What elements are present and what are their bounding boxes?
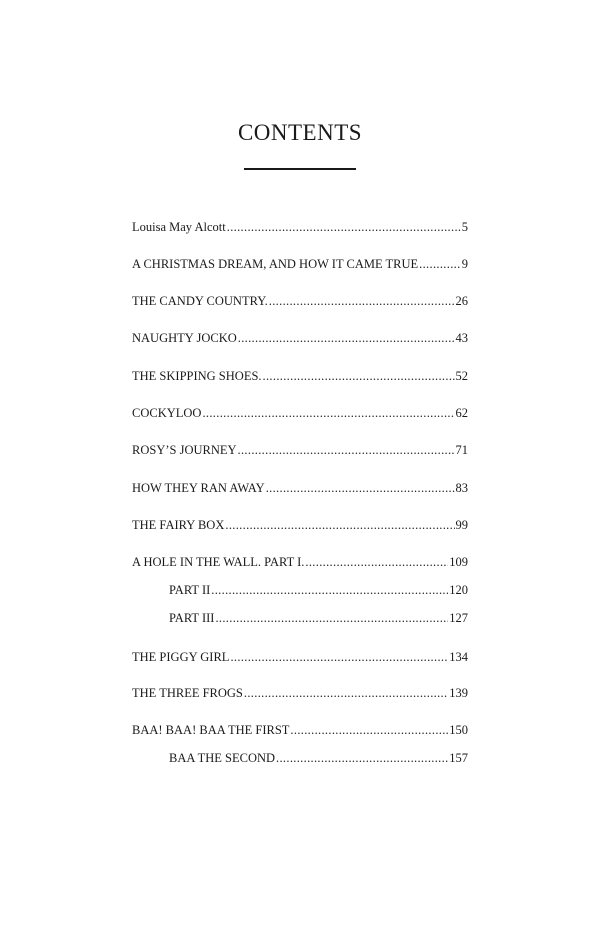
toc-dot-leader	[238, 438, 455, 462]
toc-subentry[interactable]	[169, 606, 468, 630]
toc-entry-title: PART II	[169, 583, 211, 597]
toc-entry[interactable]	[132, 681, 468, 705]
toc-entry[interactable]	[132, 252, 468, 276]
toc-entry-page: 5	[461, 220, 468, 234]
toc-entry-title: HOW THEY RAN AWAY	[132, 481, 265, 495]
toc-entry[interactable]	[132, 364, 468, 388]
toc-entry[interactable]	[132, 476, 468, 500]
toc-entry-page: 83	[455, 481, 468, 495]
toc-dot-leader	[211, 578, 448, 602]
toc-dot-leader	[244, 681, 448, 705]
toc-dot-leader	[202, 401, 454, 425]
toc-entry-title: ROSY’S JOURNEY	[132, 443, 237, 457]
toc-entry-title: NAUGHTY JOCKO	[132, 331, 237, 345]
toc-dot-leader	[269, 289, 455, 313]
toc-entry-page: 9	[461, 257, 468, 271]
toc-dot-leader	[263, 364, 455, 388]
toc-entry[interactable]	[132, 438, 468, 462]
toc-dot-leader	[230, 645, 448, 669]
toc-entry-title: A CHRISTMAS DREAM, AND HOW IT CAME TRUE	[132, 257, 419, 271]
toc-entry-page: 127	[449, 611, 468, 625]
toc-subentry[interactable]	[169, 746, 468, 770]
toc-entry-page: 120	[449, 583, 468, 597]
toc-entry-page: 134	[449, 650, 468, 664]
toc-dot-leader	[276, 746, 448, 770]
toc-dot-leader	[266, 476, 455, 500]
toc-entry[interactable]	[132, 513, 468, 537]
toc-entry-title: A HOLE IN THE WALL. PART I.	[132, 555, 305, 569]
toc-entry[interactable]	[132, 401, 468, 425]
toc-dot-leader	[305, 550, 448, 574]
toc-dot-leader	[290, 718, 448, 742]
toc-entry-title: THE FAIRY BOX	[132, 518, 225, 532]
title-underline	[244, 168, 356, 170]
toc-dot-leader	[225, 513, 454, 537]
toc-dot-leader	[215, 606, 448, 630]
toc-entry-title: Louisa May Alcott	[132, 220, 226, 234]
toc-entry-title: COCKYLOO	[132, 406, 202, 420]
toc-entry-page: 157	[449, 751, 468, 765]
toc-entry-page: 109	[449, 555, 468, 569]
toc-entry-page: 150	[449, 723, 468, 737]
toc-entry-title: THE CANDY COUNTRY.	[132, 294, 268, 308]
toc-dot-leader	[227, 215, 461, 239]
toc-dot-leader	[238, 326, 455, 350]
toc-entry-page: 62	[455, 406, 468, 420]
toc-entry-title: BAA! BAA! BAA THE FIRST	[132, 723, 290, 737]
toc-entry-title: THE THREE FROGS	[132, 686, 243, 700]
toc-entry-page: 26	[455, 294, 468, 308]
toc-entry-page: 52	[455, 369, 468, 383]
toc-entry[interactable]	[132, 326, 468, 350]
toc-entry-page: 139	[449, 686, 468, 700]
toc-entry-page: 43	[455, 331, 468, 345]
toc-entry[interactable]	[132, 645, 468, 669]
toc-entry-title: BAA THE SECOND	[169, 751, 276, 765]
toc-entry[interactable]	[132, 289, 468, 313]
toc-entry-page: 71	[455, 443, 468, 457]
toc-subentry[interactable]	[169, 578, 468, 602]
toc-entry[interactable]	[132, 550, 468, 574]
page-title: CONTENTS	[237, 120, 363, 145]
toc-entry-title: THE SKIPPING SHOES.	[132, 369, 262, 383]
toc-entry-title: THE PIGGY GIRL	[132, 650, 230, 664]
toc-entry[interactable]	[132, 718, 468, 742]
toc-entry-title: PART III	[169, 611, 215, 625]
toc-entry[interactable]	[132, 215, 468, 239]
toc-dot-leader	[419, 252, 461, 276]
toc-entry-page: 99	[455, 518, 468, 532]
